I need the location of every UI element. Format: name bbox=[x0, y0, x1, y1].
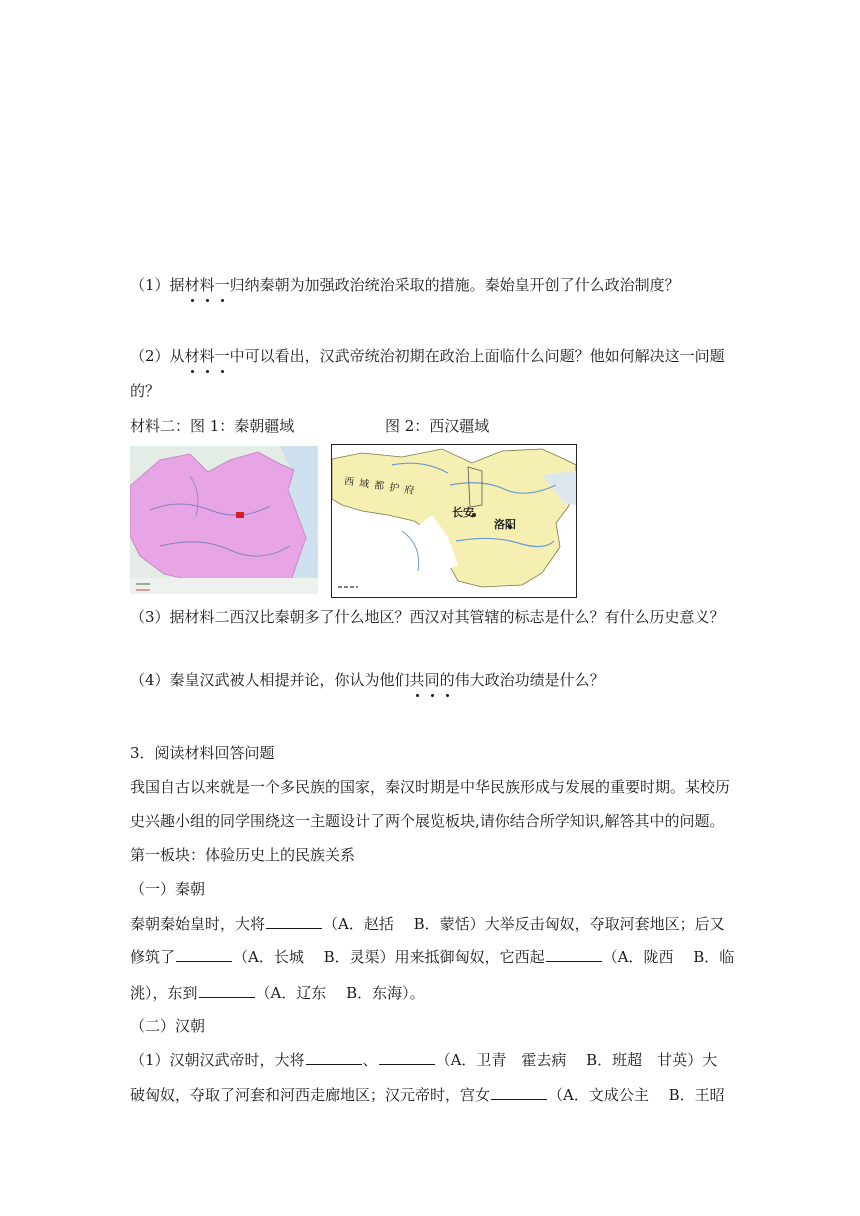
emphasis-char: 材 bbox=[184, 347, 200, 365]
map-label-changan: 长安 bbox=[452, 506, 474, 519]
fill-blank[interactable] bbox=[266, 914, 322, 929]
qin-paragraph-line-2: 修筑了 （A．长城 B．灵渠）用来抵御匈奴，它西起 （A．陇西 B．临 bbox=[130, 948, 735, 966]
fill-blank[interactable] bbox=[491, 1085, 547, 1100]
question-4: （4）秦皇汉武被人相提并论，你认为他们共同的伟大政治功绩是什么？ bbox=[130, 671, 605, 689]
qin-paragraph-line-1: 秦朝秦始皇时，大将 （A．赵括 B．蒙恬）大举反击匈奴，夺取河套地区；后又 bbox=[130, 915, 725, 933]
emphasis-char: 材 bbox=[184, 276, 200, 294]
sub-heading-qin: （一）秦朝 bbox=[130, 880, 206, 898]
fill-blank[interactable] bbox=[176, 947, 232, 962]
emphasis-char: 共 bbox=[409, 671, 425, 689]
fill-blank[interactable] bbox=[306, 1050, 362, 1065]
map-label-luoyang: 洛阳 bbox=[494, 518, 516, 531]
intro-line-2: 史兴趣小组的同学围绕这一主题设计了两个展览板块,请你结合所学知识,解答其中的问题。 bbox=[130, 812, 725, 830]
material-2-label: 材料二：图 1：秦朝疆域 bbox=[130, 417, 295, 435]
emphasis-char: 料 bbox=[199, 347, 215, 365]
figure-2-label: 图 2：西汉疆域 bbox=[385, 417, 490, 435]
qin-paragraph-line-3: 洮），东到 （A．辽东 B．东海）。 bbox=[130, 984, 425, 1002]
emphasis-char: 一 bbox=[214, 347, 230, 365]
question-3: （3）据材料二西汉比秦朝多了什么地区？西汉对其管辖的标志是什么？有什么历史意义？ bbox=[130, 608, 725, 626]
western-han-territory-map bbox=[331, 444, 577, 598]
emphasis-char: 的 bbox=[439, 671, 455, 689]
block-1-heading: 第一板块：体验历史上的民族关系 bbox=[130, 846, 356, 864]
map-label-western-regions: 西 域 都 护 府 bbox=[343, 476, 416, 497]
qin-territory-map bbox=[130, 446, 318, 594]
han-paragraph-line-1: （1）汉朝汉武帝时，大将 、 （A．卫青 霍去病 B．班超 甘英）大 bbox=[130, 1051, 718, 1069]
intro-line-1: 我国自古以来就是一个多民族的国家，秦汉时期是中华民族形成与发展的重要时期。某校历 bbox=[130, 778, 731, 796]
sub-heading-han: （二）汉朝 bbox=[130, 1017, 206, 1035]
emphasis-char: 同 bbox=[424, 671, 440, 689]
question-1: （1）据材料一归纳秦朝为加强政治统治采取的措施。秦始皇开创了什么政治制度？ bbox=[130, 276, 680, 294]
question-2: （2）从材料一中可以看出，汉武帝统治初期在政治上面临什么问题？他如何解决这一问题 bbox=[130, 347, 725, 365]
fill-blank[interactable] bbox=[546, 947, 602, 962]
emphasis-char: 一 bbox=[214, 276, 230, 294]
section-3-heading: 3．阅读材料回答问题 bbox=[130, 744, 275, 762]
han-paragraph-line-2: 破匈奴，夺取了河套和河西走廊地区；汉元帝时，宫女 （A．文成公主 B．王昭 bbox=[130, 1086, 725, 1104]
fill-blank[interactable] bbox=[379, 1050, 435, 1065]
fill-blank[interactable] bbox=[199, 983, 255, 998]
question-2-continued: 的？ bbox=[130, 382, 161, 400]
emphasis-char: 料 bbox=[199, 276, 215, 294]
